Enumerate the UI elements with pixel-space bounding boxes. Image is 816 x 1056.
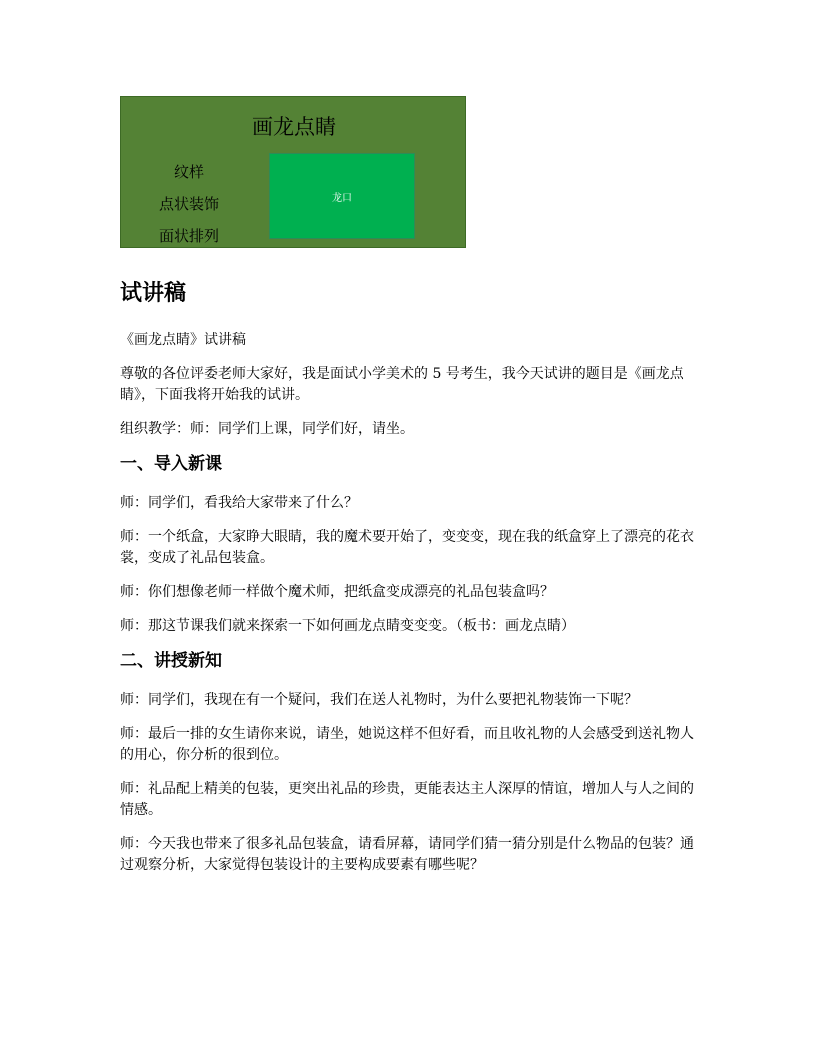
paragraph: 师：同学们，看我给大家带来了什么？ (120, 495, 358, 511)
document-title: 试讲稿 (120, 281, 187, 306)
slide-title: 画龙点睛 (252, 115, 336, 139)
slide-thumbnail (120, 96, 466, 248)
section-heading-teaching: 二、讲授新知 (120, 651, 222, 671)
organize-paragraph: 组织教学：师：同学们上课，同学们好，请坐。 (120, 421, 414, 437)
paragraph: 师：你们想像老师一样做个魔术师，把纸盒变成漂亮的礼品包装盒吗？ (120, 584, 554, 600)
intro-line: 《画龙点睛》试讲稿 (120, 332, 246, 348)
slide-item: 点状装饰 (158, 195, 219, 213)
paragraph: 师：同学们，我现在有一个疑问，我们在送人礼物时，为什么要把礼物装饰一下呢？ (120, 692, 638, 708)
paragraph: 师：最后一排的女生请你来说，请坐，她说这样不但好看，而且收礼物的人会感受到送礼物人的用心，你分析的很到位。 (120, 726, 694, 763)
section-heading-intro: 一、导入新课 (120, 454, 222, 474)
greeting-paragraph: 尊敬的各位评委老师大家好，我是面试小学美术的 5 号考生，我今天试讲的题目是《画龙点睛》，下面我将开始我的试讲。 (120, 366, 684, 403)
slide-item: 纹样 (173, 163, 204, 181)
paragraph: 师：一个纸盒，大家睁大眼睛，我的魔术要开始了，变变变，现在我的纸盒穿上了漂亮的花衣裳，变成了礼品包装盒。 (120, 529, 694, 566)
paragraph: 师：那这节课我们就来探索一下如何画龙点睛变变变。（板书：画龙点睛） (120, 618, 575, 634)
slide-image-box (269, 153, 415, 239)
slide-item-list (139, 161, 239, 257)
document-body (120, 330, 700, 889)
paragraph: 师：今天我也带来了很多礼品包装盒，请看屏幕，请同学们猜一猜分别是什么物品的包装？通过观察分析，大家觉得包装设计的主要构成要素有哪些呢？ (120, 836, 694, 873)
slide-image-caption: 龙口 (332, 192, 352, 204)
paragraph: 师：礼品配上精美的包装，更突出礼品的珍贵，更能表达主人深厚的情谊，增加人与人之间的情感。 (120, 781, 694, 818)
slide-item: 面状排列 (158, 227, 219, 245)
